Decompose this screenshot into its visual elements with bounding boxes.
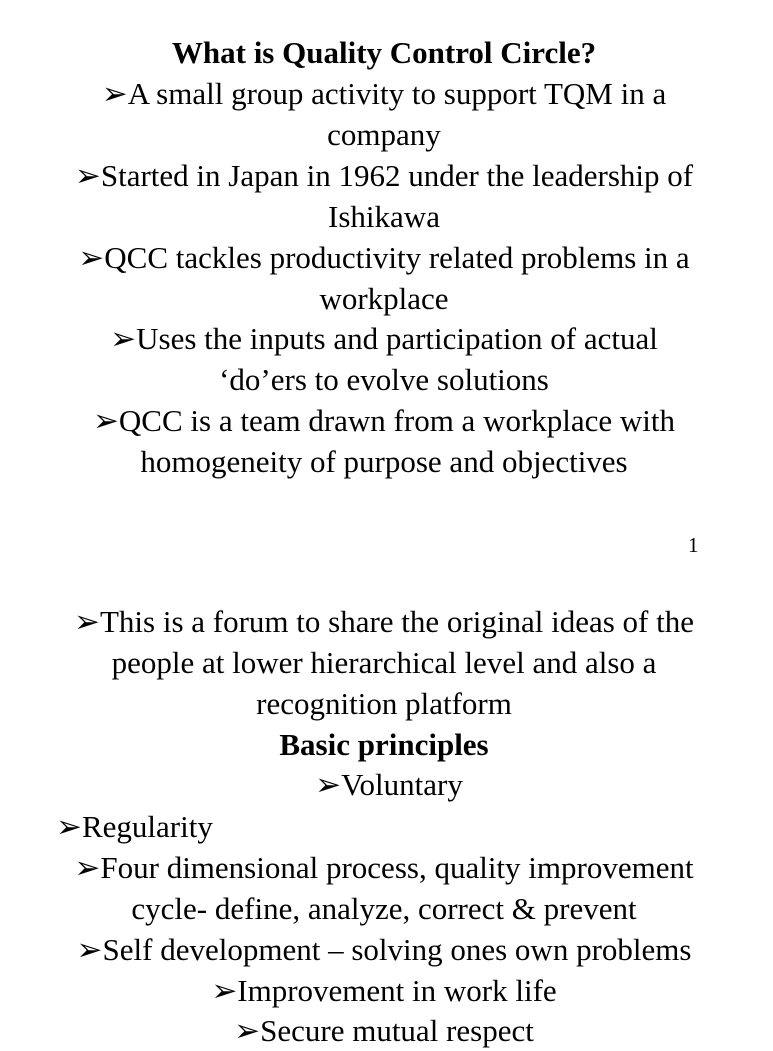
principle-item: ➢Secure mutual respect (234, 1013, 534, 1048)
principle-item: cycle- define, analyze, correct & prevent (131, 891, 637, 926)
bullet-line: ➢Started in Japan in 1962 under the leadership of (74, 158, 694, 193)
intro-line: recognition platform (256, 686, 512, 721)
bullet-line: ➢QCC is a team drawn from a workplace with (92, 403, 676, 438)
principle-item: ➢Regularity (56, 809, 213, 844)
principle-item: ➢Four dimensional process, quality improvement (74, 850, 694, 885)
principle-item: ➢Improvement in work life (211, 973, 557, 1008)
bullet-line: ➢Uses the inputs and participation of actual (110, 321, 658, 356)
bullet-line: ‘do’ers to evolve solutions (219, 362, 549, 397)
bullet-line: workplace (319, 281, 449, 316)
intro-line: ➢This is a forum to share the original ideas of the (74, 604, 694, 639)
section-heading: Basic principles (279, 727, 489, 762)
slide-title: What is Quality Control Circle? (171, 35, 597, 70)
principle-item: ➢Voluntary (315, 767, 463, 802)
principle-item: ➢Self development – solving ones own problems (76, 932, 692, 967)
intro-line: people at lower hierarchical level and also a (111, 645, 657, 680)
bullet-line: ➢QCC tackles productivity related problems in a (78, 240, 690, 275)
bullet-line: Ishikawa (328, 199, 440, 234)
bullet-line: homogeneity of purpose and objectives (140, 444, 628, 479)
bullet-line: ➢A small group activity to support TQM in a (101, 76, 667, 111)
page-number: 1 (688, 533, 699, 557)
bullet-line: company (327, 117, 441, 152)
